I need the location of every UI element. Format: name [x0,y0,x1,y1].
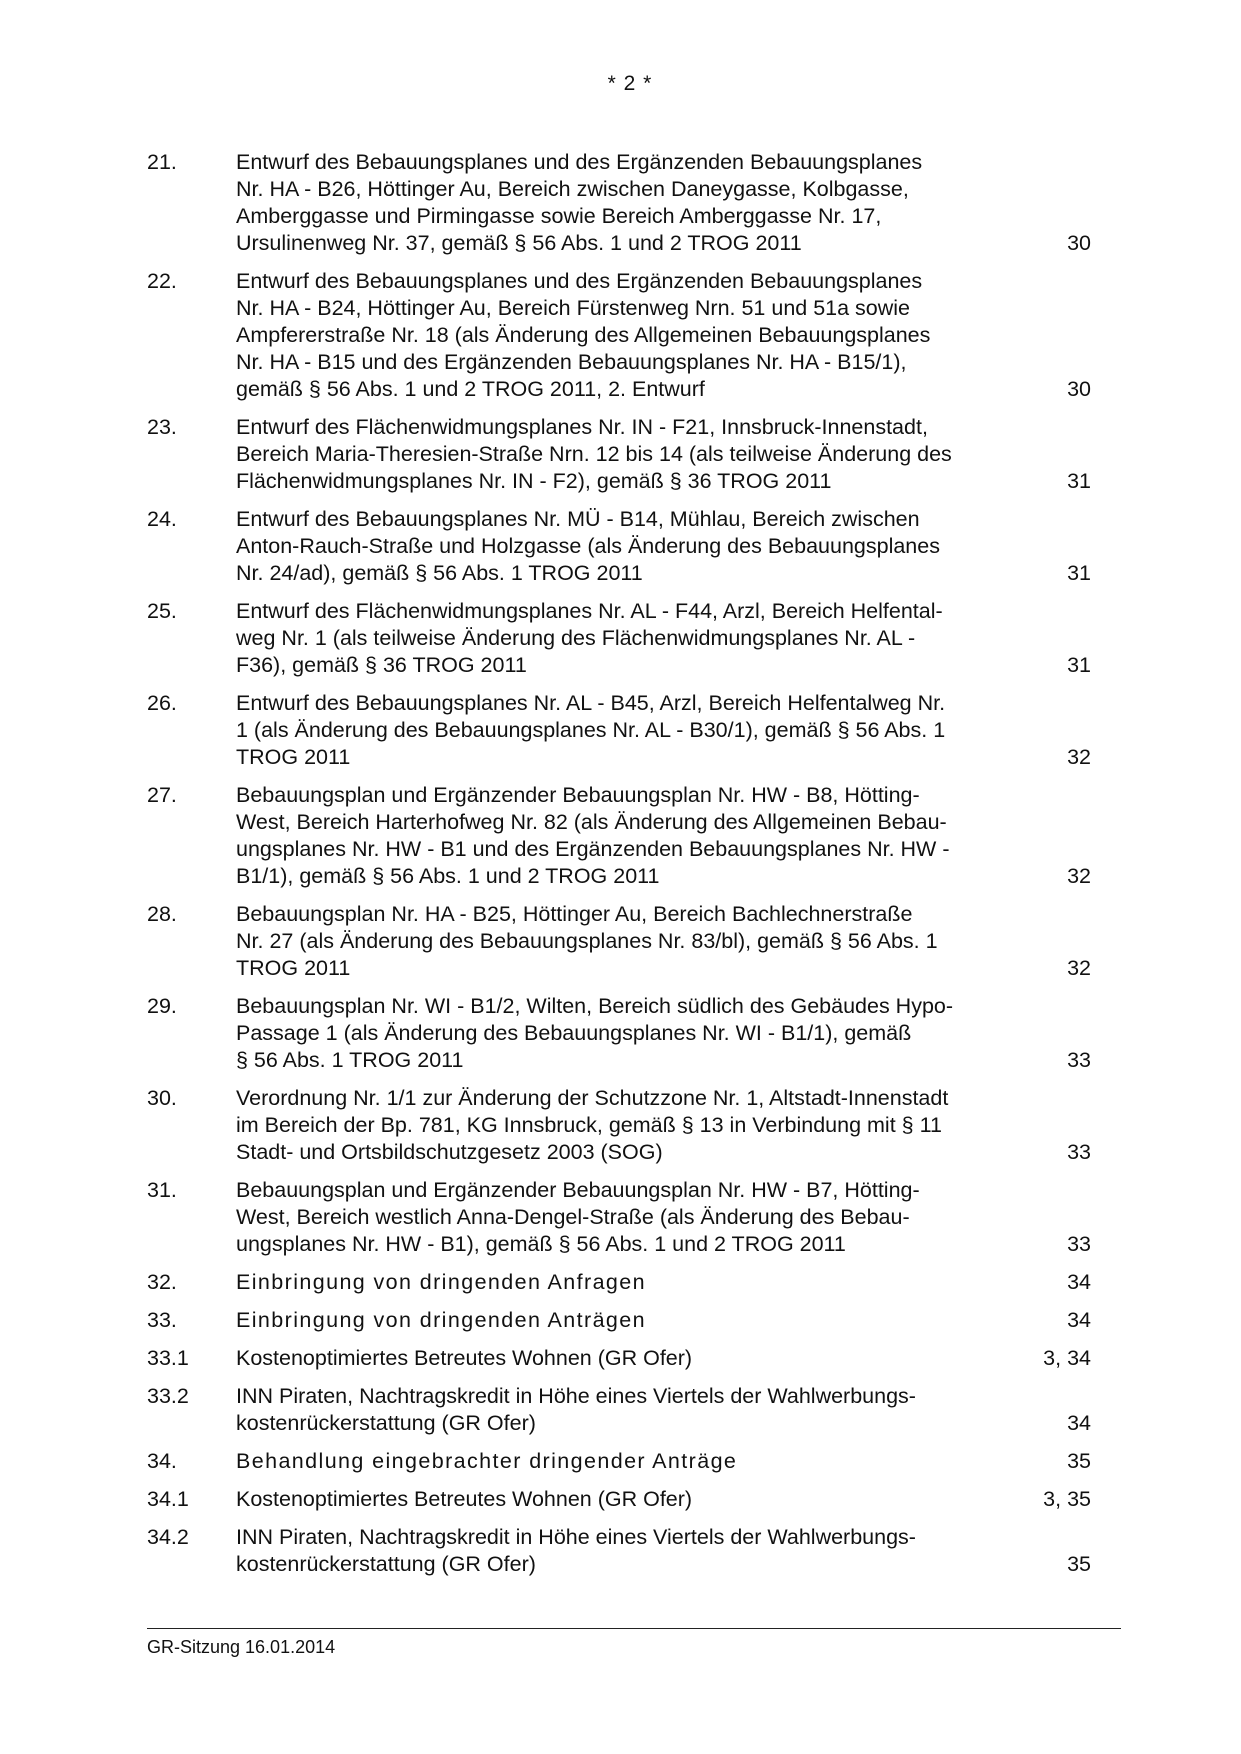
toc-entry-title-line: Einbringung von dringenden Anfragen [236,1270,647,1294]
toc-entry-title [236,268,1026,403]
toc-entry-title-line: INN Piraten, Nachtragskredit in Höhe eines Viertels der Wahlwerbungs- [236,1525,916,1549]
toc-entry-number: 25. [147,599,177,623]
toc-entry-page-ref: 35 [1067,1449,1091,1473]
toc-entry-page-ref: 34 [1067,1411,1091,1435]
toc-entry-title-line: Nr. 24/ad), gemäß § 56 Abs. 1 TROG 2011 [236,561,643,585]
toc-entry-title-line: ungsplanes Nr. HW - B1), gemäß § 56 Abs. 1 und 2 TROG 2011 [236,1232,846,1256]
footer-text: GR-Sitzung 16.01.2014 [147,1637,336,1657]
toc-entry-number: 30. [147,1086,177,1110]
toc-entry-title-line: ungsplanes Nr. HW - B1 und des Ergänzenden Bebauungsplanes Nr. HW - [236,837,950,861]
toc-entry-number: 33.2 [147,1384,189,1408]
table-of-contents [147,149,1091,1589]
toc-entry-title [236,1486,1026,1513]
toc-entry-title-line: Nr. 27 (als Änderung des Bebauungsplanes Nr. 83/bl), gemäß § 56 Abs. 1 [236,929,938,953]
toc-entry-number: 32. [147,1270,177,1294]
toc-entry-title-line: Bebauungsplan Nr. HA - B25, Höttinger Au, Bereich Bachlechnerstraße [236,902,913,926]
toc-entry [147,1383,1091,1437]
toc-entry-title-line: 1 (als Änderung des Bebauungsplanes Nr. AL - B30/1), gemäß § 56 Abs. 1 [236,718,946,742]
toc-entry-title-line: gemäß § 56 Abs. 1 und 2 TROG 2011, 2. Entwurf [236,377,705,401]
toc-entry [147,1177,1091,1258]
toc-entry-title-line: im Bereich der Bp. 781, KG Innsbruck, gemäß § 13 in Verbindung mit § 11 [236,1113,942,1137]
page-number: * 2 * [607,72,653,95]
toc-entry-title-line: Ampfererstraße Nr. 18 (als Änderung des Allgemeinen Bebauungsplanes [236,323,931,347]
toc-entry [147,1345,1091,1372]
toc-entry-title [236,414,1026,495]
toc-entry-title-line: Bebauungsplan und Ergänzender Bebauungsplan Nr. HW - B7, Hötting- [236,1178,920,1202]
toc-entry-number: 23. [147,415,177,439]
toc-entry-title [236,1307,1026,1334]
toc-entry [147,993,1091,1074]
toc-entry-page-ref: 35 [1067,1552,1091,1576]
toc-entry-title-line: TROG 2011 [236,956,351,980]
toc-entry-page-ref: 33 [1067,1232,1091,1256]
toc-entry-number: 27. [147,783,177,807]
toc-entry-title-line: Passage 1 (als Änderung des Bebauungsplanes Nr. WI - B1/1), gemäß [236,1021,912,1045]
toc-entry-title-line: Nr. HA - B15 und des Ergänzenden Bebauungsplanes Nr. HA - B15/1), [236,350,907,374]
toc-entry-title-line: § 56 Abs. 1 TROG 2011 [236,1048,464,1072]
toc-entry [147,506,1091,587]
toc-entry-title-line: Entwurf des Bebauungsplanes Nr. AL - B45, Arzl, Bereich Helfentalweg Nr. [236,691,946,715]
footer-rule [147,1628,1121,1629]
toc-entry-title [236,1085,1026,1166]
toc-entry-title-line: Kostenoptimiertes Betreutes Wohnen (GR Ofer) [236,1487,693,1511]
toc-entry [147,901,1091,982]
toc-entry-number: 24. [147,507,177,531]
toc-entry-title [236,782,1026,890]
toc-entry-page-ref: 30 [1067,231,1091,255]
toc-entry-title-line: Kostenoptimiertes Betreutes Wohnen (GR Ofer) [236,1346,693,1370]
toc-entry-page-ref: 3, 35 [1043,1487,1091,1511]
toc-entry-title [236,506,1026,587]
toc-entry-number: 33.1 [147,1346,189,1370]
toc-entry-number: 34.2 [147,1525,189,1549]
toc-entry [147,598,1091,679]
toc-entry-page-ref: 33 [1067,1140,1091,1164]
toc-entry [147,1448,1091,1475]
toc-entry [147,690,1091,771]
toc-entry-title [236,1177,1026,1258]
toc-entry-page-ref: 34 [1067,1270,1091,1294]
toc-entry-title-line: West, Bereich westlich Anna-Dengel-Straße (als Änderung des Bebau- [236,1205,910,1229]
toc-entry-title [236,901,1026,982]
toc-entry-number: 33. [147,1308,177,1332]
toc-entry-title-line: TROG 2011 [236,745,351,769]
toc-entry-number: 34. [147,1449,177,1473]
toc-entry [147,268,1091,403]
toc-entry-title-line: Nr. HA - B24, Höttinger Au, Bereich Fürstenweg Nrn. 51 und 51a sowie [236,296,911,320]
toc-entry-title [236,149,1026,257]
toc-entry-title-line: F36), gemäß § 36 TROG 2011 [236,653,527,677]
toc-entry-title-line: weg Nr. 1 (als teilweise Änderung des Flächenwidmungsplanes Nr. AL - [236,626,916,650]
toc-entry [147,414,1091,495]
toc-entry-title-line: Entwurf des Flächenwidmungsplanes Nr. AL - F44, Arzl, Bereich Helfental- [236,599,943,623]
toc-entry-number: 22. [147,269,177,293]
toc-entry-title-line: Bebauungsplan Nr. WI - B1/2, Wilten, Bereich südlich des Gebäudes Hypo- [236,994,954,1018]
toc-entry-title-line: kostenrückerstattung (GR Ofer) [236,1552,536,1576]
toc-entry [147,149,1091,257]
toc-entry [147,1085,1091,1166]
toc-entry-title-line: Entwurf des Flächenwidmungsplanes Nr. IN - F21, Innsbruck-Innenstadt, [236,415,928,439]
toc-entry-title [236,1269,1026,1296]
toc-entry-page-ref: 30 [1067,377,1091,401]
toc-entry-number: 26. [147,691,177,715]
toc-entry-title-line: Anton-Rauch-Straße und Holzgasse (als Änderung des Bebauungsplanes [236,534,940,558]
toc-entry-title-line: kostenrückerstattung (GR Ofer) [236,1411,536,1435]
toc-entry-title-line: Stadt- und Ortsbildschutzgesetz 2003 (SOG) [236,1140,663,1164]
toc-entry-title [236,1345,1026,1372]
toc-entry-title [236,1448,1026,1475]
toc-entry-page-ref: 31 [1067,469,1091,493]
toc-entry-title-line: West, Bereich Harterhofweg Nr. 82 (als Änderung des Allgemeinen Bebau- [236,810,947,834]
toc-entry-title [236,690,1026,771]
toc-entry-page-ref: 3, 34 [1043,1346,1091,1370]
toc-entry-title [236,1524,1026,1578]
toc-entry-page-ref: 31 [1067,653,1091,677]
toc-entry-page-ref: 32 [1067,864,1091,888]
toc-entry-title-line: Einbringung von dringenden Anträgen [236,1308,647,1332]
toc-entry-title-line: Ursulinenweg Nr. 37, gemäß § 56 Abs. 1 und 2 TROG 2011 [236,231,802,255]
toc-entry-number: 28. [147,902,177,926]
toc-entry [147,1269,1091,1296]
toc-entry-title-line: B1/1), gemäß § 56 Abs. 1 und 2 TROG 2011 [236,864,660,888]
toc-entry-title-line: Flächenwidmungsplanes Nr. IN - F2), gemäß § 36 TROG 2011 [236,469,832,493]
toc-entry-title-line: Entwurf des Bebauungsplanes Nr. MÜ - B14, Mühlau, Bereich zwischen [236,507,920,531]
toc-entry-page-ref: 32 [1067,745,1091,769]
toc-entry-title-line: Entwurf des Bebauungsplanes und des Ergänzenden Bebauungsplanes [236,150,923,174]
toc-entry-title-line: Bebauungsplan und Ergänzender Bebauungsplan Nr. HW - B8, Hötting- [236,783,920,807]
toc-entry-number: 21. [147,150,177,174]
toc-entry-title-line: Bereich Maria-Theresien-Straße Nrn. 12 bis 14 (als teilweise Änderung des [236,442,952,466]
toc-entry [147,1486,1091,1513]
toc-entry-page-ref: 34 [1067,1308,1091,1332]
toc-entry-title-line: INN Piraten, Nachtragskredit in Höhe eines Viertels der Wahlwerbungs- [236,1384,916,1408]
toc-entry-title [236,1383,1026,1437]
toc-entry-number: 29. [147,994,177,1018]
toc-entry-title-line: Nr. HA - B26, Höttinger Au, Bereich zwischen Daneygasse, Kolbgasse, [236,177,909,201]
toc-entry-number: 34.1 [147,1487,189,1511]
toc-entry [147,1307,1091,1334]
toc-entry-page-ref: 31 [1067,561,1091,585]
toc-entry-page-ref: 32 [1067,956,1091,980]
toc-entry-title-line: Behandlung eingebrachter dringender Anträge [236,1449,738,1473]
toc-entry-title-line: Amberggasse und Pirmingasse sowie Bereich Amberggasse Nr. 17, [236,204,882,228]
toc-entry-number: 31. [147,1178,177,1202]
toc-entry-title [236,993,1026,1074]
toc-entry-title [236,598,1026,679]
toc-entry [147,1524,1091,1578]
toc-entry-page-ref: 33 [1067,1048,1091,1072]
toc-entry-title-line: Verordnung Nr. 1/1 zur Änderung der Schutzzone Nr. 1, Altstadt-Innenstadt [236,1086,949,1110]
toc-entry [147,782,1091,890]
toc-entry-title-line: Entwurf des Bebauungsplanes und des Ergänzenden Bebauungsplanes [236,269,923,293]
